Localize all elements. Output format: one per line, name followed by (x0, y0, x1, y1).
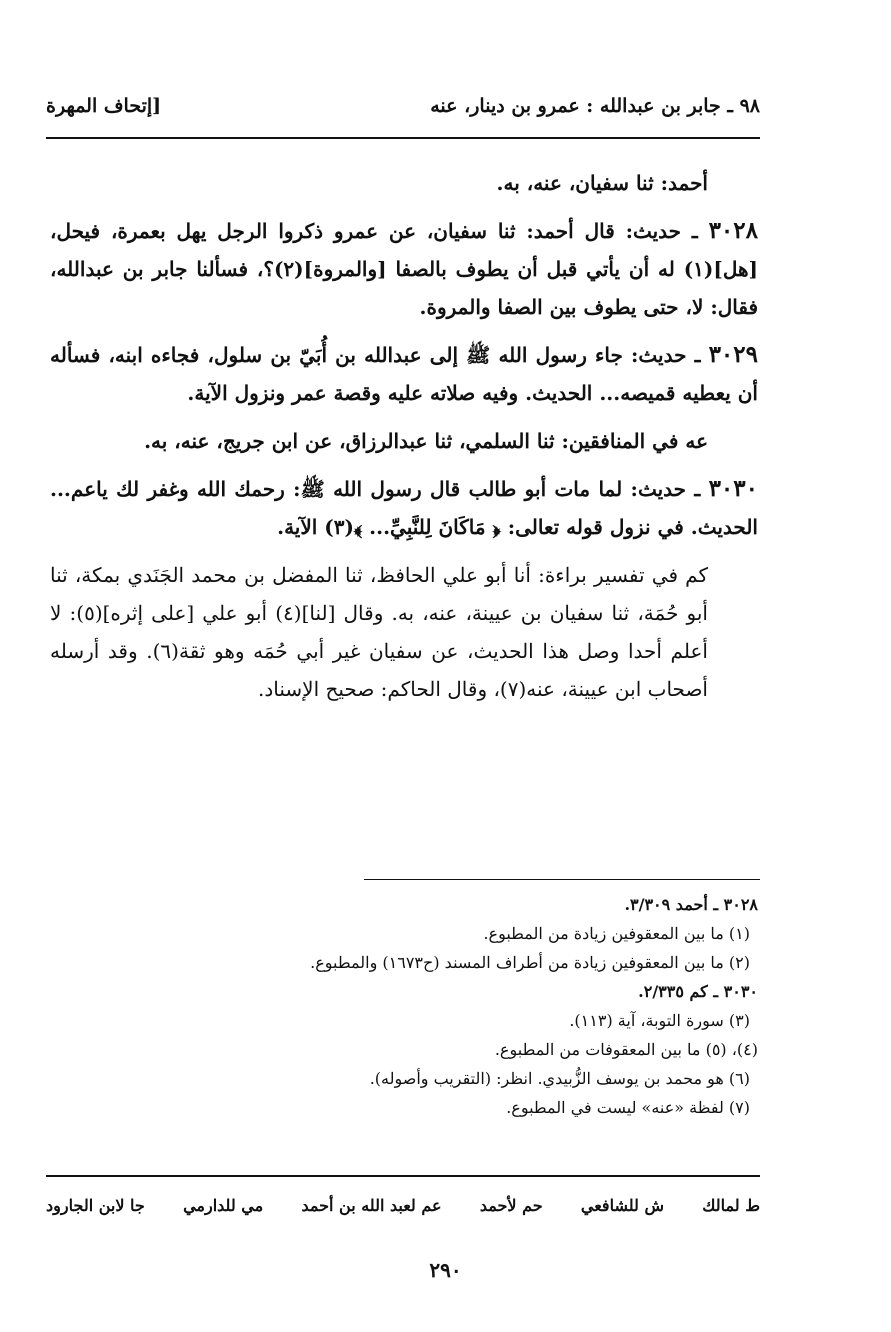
header-book-title: [إتحاف المهرة (46, 95, 162, 117)
footnote-3: (٣) سورة التوبة، آية (١١٣). (569, 1011, 750, 1030)
main-text (50, 164, 758, 708)
hadith-3029 (50, 336, 758, 412)
header-rule (46, 137, 760, 139)
hadith-3028-text: ـ حديث: قال أحمد: ثنا سفيان، عن عمرو ذكروا الرجل يهل بعمرة، فيحل، [هل](١) له أن يأتي قبل أن يطوف بالصفا [والمروة](٢)؟، فسألنا جابر بن عبدالله، فقال: لا، حتى يطوف بين الصفا والمروة. (50, 219, 758, 319)
header-chapter-title: ٩٨ ـ جابر بن عبدالله : عمرو بن دينار، عنه (430, 95, 760, 117)
legend-item: مي للدارمي (183, 1196, 264, 1215)
footnote-source-3028: ٣٠٢٨ ـ أحمد ٣/٣٠٩. (624, 895, 758, 914)
legend-rule (46, 1175, 760, 1177)
legend-item: حم لأحمد (479, 1196, 543, 1215)
hadith-3030 (50, 470, 758, 546)
paragraph-ea-munafiqin: عه في المنافقين: ثنا السلمي، ثنا عبدالرزاق، عن ابن جريج، عنه، به. (144, 429, 708, 453)
footnote-4-5: (٤)، (٥) ما بين المعقوفات من المطبوع. (494, 1040, 758, 1059)
hadith-3030-text: ـ حديث: لما مات أبو طالب قال رسول الله ﷺ: رحمك الله وغفر لك ياعم... الحديث. في نزول قوله تعالى: ﴿ مَاكَانَ لِلنَّبِيِّ... ﴾(٣) الآية. (50, 477, 758, 539)
paragraph-ahmad-chain: أحمد: ثنا سفيان، عنه، به. (496, 171, 708, 195)
hadith-3028-number: ٣٠٢٨ (708, 217, 758, 244)
footnote-2: (٢) ما بين المعقوفين زيادة من أطراف المسند (ح١٦٧٣) والمطبوع. (310, 953, 750, 972)
paragraph-kam-tafsir: كم في تفسير براءة: أنا أبو علي الحافظ، ثنا المفضل بن محمد الجَنَدي بمكة، ثنا أبو حُمَة، ثنا سفيان بن عيينة، عنه، به. وقال [لنا](٤) أبو علي [على إثره](٥): لا أعلم أحدا وصل هذا الحديث، عن سفيان غير أبي حُمَه وهو ثقة(٦). وقد أرسله أصحاب ابن عيينة، عنه(٧)، وقال الحاكم: صحيح الإسناد. (50, 563, 708, 701)
footnote-6: (٦) هو محمد بن يوسف الزُّبيدي. انظر: (التقريب وأصوله). (369, 1069, 750, 1088)
legend-item: عم لعبد الله بن أحمد (301, 1196, 442, 1215)
legend-item: جا لابن الجارود (46, 1196, 145, 1215)
running-header (46, 86, 760, 126)
footnote-rule (364, 879, 760, 880)
footnote-7: (٧) لفظة «عنه» ليست في المطبوع. (506, 1098, 750, 1117)
footnote-1: (١) ما بين المعقوفين زيادة من المطبوع. (483, 924, 750, 943)
footnotes (50, 890, 758, 1122)
hadith-3028 (50, 212, 758, 326)
hadith-3030-number: ٣٠٣٠ (708, 475, 758, 502)
hadith-3029-text: ـ حديث: جاء رسول الله ﷺ إلى عبدالله بن أُبَيّ بن سلول، فجاءه ابنه، فسأله أن يعطيه قميصه... الحديث. وفيه صلاته عليه وقصة عمر ونزول الآية. (50, 343, 758, 405)
legend-item: ش للشافعي (580, 1196, 664, 1215)
page-number: ٢٩٠ (429, 1258, 462, 1282)
abbreviation-legend (46, 1196, 760, 1215)
legend-item: ط لمالك (702, 1196, 760, 1215)
footnote-source-3030: ٣٠٣٠ ـ كم ٢/٣٣٥. (638, 982, 758, 1001)
hadith-3029-number: ٣٠٢٩ (708, 341, 758, 368)
